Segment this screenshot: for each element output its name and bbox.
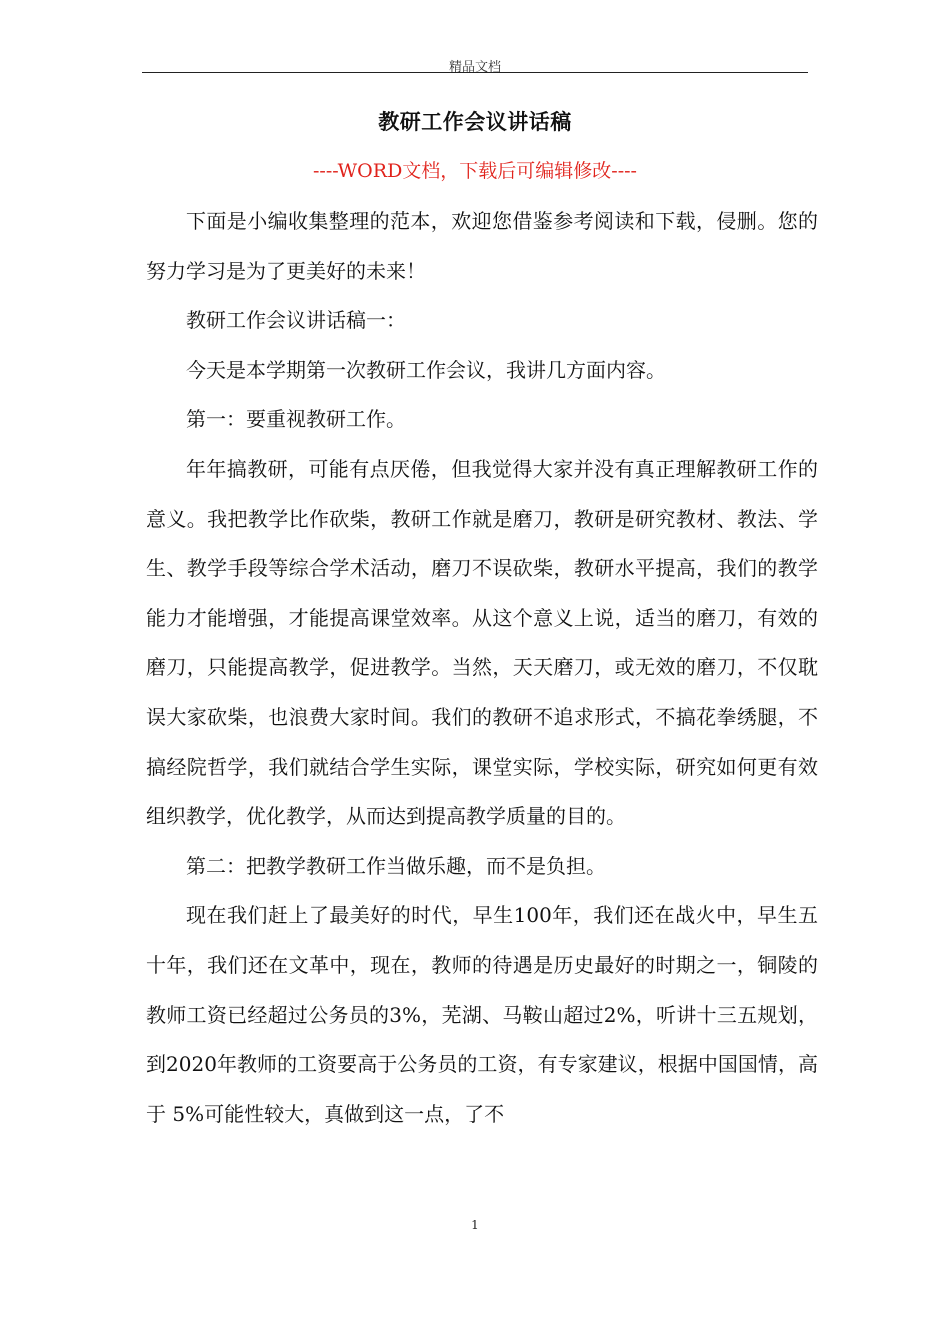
paragraph-point-two-body: 现在我们赶上了最美好的时代，早生100年，我们还在战火中，早生五十年，我们还在文革中，现在，教师的待遇是历史最好的时期之一，铜陵的教师工资已经超过公务员的3%，芜湖、马鞍山超过2%，听讲十三五规划，到2020年教师的工资要高于公务员的工资，有专家建议，根据中国国情，高于 5%可能性较大，真做到这一点，了不 bbox=[146, 903, 818, 1126]
page-number: 1 bbox=[471, 1218, 479, 1232]
paragraph-opening: 今天是本学期第一次教研工作会议，我讲几方面内容。 bbox=[186, 357, 666, 382]
document-title: 教研工作会议讲话稿 bbox=[378, 109, 572, 134]
document-body bbox=[146, 197, 818, 1139]
document-subtitle: ----WORD文档，下载后可编辑修改---- bbox=[313, 160, 637, 182]
header-divider bbox=[142, 72, 808, 73]
paragraph-intro: 下面是小编收集整理的范本，欢迎您借鉴参考阅读和下载，侵删。您的努力学习是为了更美好的未来！ bbox=[146, 209, 818, 283]
paragraph-section-heading: 教研工作会议讲话稿一： bbox=[186, 308, 406, 333]
paragraph-point-two-heading: 第二：把教学教研工作当做乐趣，而不是负担。 bbox=[186, 853, 606, 878]
paragraph-point-one-heading: 第一：要重视教研工作。 bbox=[186, 407, 406, 432]
paragraph-point-one-body: 年年搞教研，可能有点厌倦，但我觉得大家并没有真正理解教研工作的意义。我把教学比作砍柴，教研工作就是磨刀，教研是研究教材、教法、学生、教学手段等综合学术活动，磨刀不误砍柴，教研水平提高，我们的教学能力才能增强，才能提高课堂效率。从这个意义上说，适当的磨刀，有效的磨刀，只能提高教学，促进教学。当然，天天磨刀，或无效的磨刀，不仅耽误大家砍柴，也浪费大家时间。我们的教研不追求形式，不搞花拳绣腿，不搞经院哲学，我们就结合学生实际，课堂实际，学校实际，研究如何更有效组织教学，优化教学，从而达到提高教学质量的目的。 bbox=[146, 456, 818, 829]
page-header-label: 精品文档 bbox=[448, 60, 501, 75]
